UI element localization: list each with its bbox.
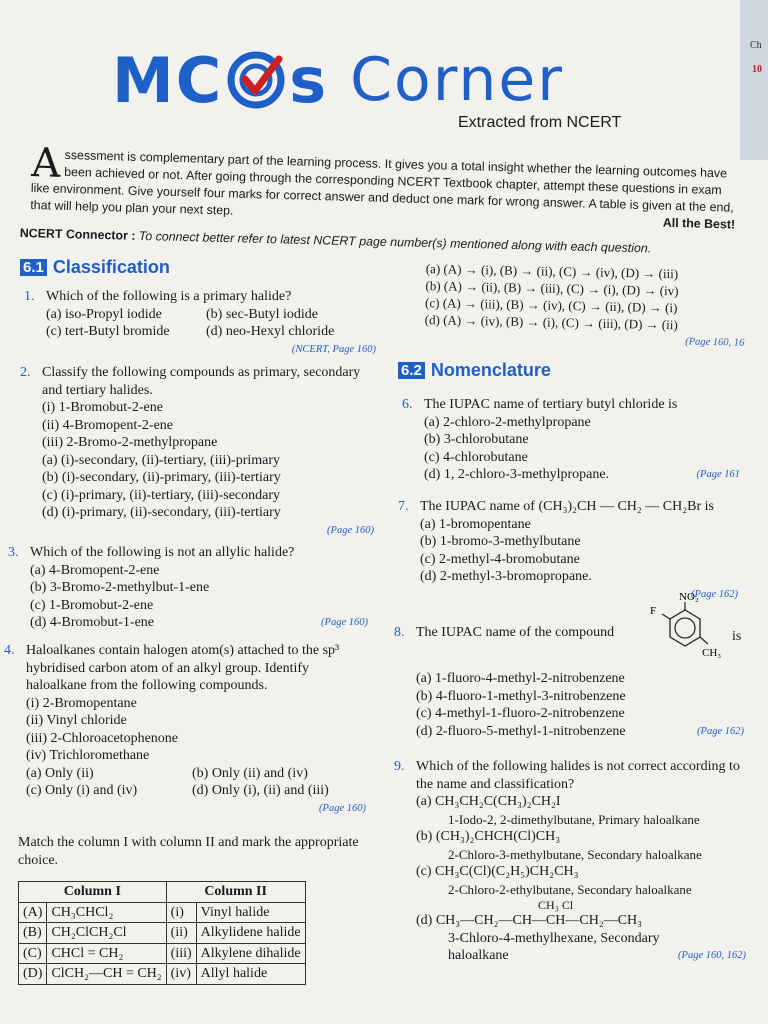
question-number: 6.	[402, 397, 413, 412]
row-formula: CHCl = CH₂	[47, 943, 166, 964]
section-title: Nomenclature	[430, 360, 551, 380]
question-text: The IUPAC name of the compound	[416, 625, 615, 640]
option-b: (b) 1-bromo-3-methylbutane	[420, 534, 581, 549]
drop-cap: A	[30, 140, 62, 187]
row-key: (D)	[19, 964, 47, 985]
fluoro-label: F	[650, 605, 657, 617]
row-formula: ClCH₂—CH = CH₂	[47, 964, 166, 985]
section-classification	[20, 257, 170, 278]
option-a: (a) 2-chloro-2-methylpropane	[424, 414, 591, 430]
intro-paragraph	[30, 140, 737, 234]
option-c: (c) 4-chlorobutane	[424, 449, 528, 465]
option-c: (c) (A) → (iii), (B) → (iv), (C) → (ii), (D) → (i)	[424, 294, 678, 316]
option-d: (d) 2-fluoro-5-methyl-1-nitrobenzene	[416, 723, 626, 739]
option-c: (c) 2-methyl-4-bromobutane	[420, 551, 580, 567]
question-number: 7.	[398, 499, 409, 514]
question-8-is: is	[732, 629, 742, 644]
column-header: Column I	[19, 882, 167, 903]
row-type: Alkylene dihalide	[196, 943, 305, 964]
row-ref: (i)	[166, 902, 196, 923]
connector-text: To connect better refer to latest NCERT page number(s) mentioned along with each question.	[138, 228, 652, 256]
question-number: 3.	[8, 545, 19, 560]
question-text: The IUPAC name of (CH₃)₂CH — CH₂ — CH₂Br is	[420, 499, 714, 514]
section-nomenclature	[398, 360, 551, 381]
question-number: 4.	[4, 643, 15, 658]
question-text: Which of the following halides is not correct according to the name and classification?	[416, 759, 740, 792]
page-ref: (Page 160)	[327, 524, 374, 536]
table-header-row	[19, 882, 306, 903]
question-4	[4, 642, 366, 817]
option-c: (c) 1-Bromobut-2-ene	[30, 597, 154, 613]
nitro-label: NO₂	[679, 591, 699, 603]
question-8-options	[416, 670, 744, 740]
option-d-class: haloalkane	[448, 948, 509, 963]
question-3	[8, 544, 368, 632]
item-i: (i) 1-Bromobut-2-ene	[42, 400, 163, 415]
option-d-name: 3-Chloro-4-methylhexane, Secondary	[448, 930, 660, 946]
option-a: (a) iso-Propyl iodide	[46, 306, 162, 322]
intro-text: ssessment is complementary part of the learning process. It gives you a total insight whether the learning outcomes have been achieved or not. After going through the corresponding NCERT Textbook chapter, attempt these questions in exam like environment. Give yourself four marks for correct answer and deduct one mark for wrong answer. A table is given at the end, that will help you plan your next step.	[30, 147, 734, 218]
section-title: Classification	[52, 257, 170, 277]
item-iii: (iii) 2-Chloroacetophenone	[26, 730, 179, 746]
page-ref: (Page 160)	[319, 802, 366, 814]
option-b: (b) Only (ii) and (iv)	[192, 765, 308, 781]
logo-mc: MC	[112, 43, 224, 117]
option-c: (c) tert-Butyl bromide	[46, 324, 170, 339]
option-b: (b) 3-chlorobutane	[424, 432, 529, 447]
option-b: (b) sec-Butyl iodide	[206, 306, 318, 322]
row-formula: CH₂ClCH₂Cl	[47, 923, 166, 944]
item-ii: (ii) 4-Bromopent-2-ene	[42, 417, 174, 433]
edge-label: Ch	[750, 40, 762, 51]
match-table	[18, 881, 306, 985]
option-b: (b) (CH₃)₂CHCH(Cl)CH₃	[416, 829, 561, 844]
tagline: Extracted from NCERT	[458, 114, 622, 131]
logo-s: s	[289, 43, 329, 117]
section-number: 6.2	[398, 362, 425, 379]
question-9	[394, 758, 746, 965]
target-check-icon	[225, 49, 287, 111]
option-a: (a) 1-bromopentane	[420, 516, 531, 532]
row-ref: (iv)	[166, 964, 196, 985]
option-c-name: 2-Chloro-2-ethylbutane, Secondary haloalkane	[448, 881, 692, 897]
row-key: (A)	[19, 902, 47, 923]
benzene-structure	[648, 591, 722, 664]
option-d-branches: CH₃ Cl	[538, 898, 574, 912]
question-7	[398, 498, 738, 603]
question-number: 1.	[24, 289, 35, 304]
page-ref: (Page 160)	[321, 617, 368, 628]
page-ref: (Page 161	[696, 469, 740, 480]
item-iii: (iii) 2-Bromo-2-methylpropane	[42, 435, 218, 450]
row-ref: (iii)	[166, 943, 196, 964]
page-ref: (Page 162)	[691, 588, 738, 600]
question-text: The IUPAC name of tertiary butyl chloride is	[424, 397, 678, 412]
table-row	[19, 902, 306, 923]
option-d: (d) neo-Hexyl chloride	[206, 324, 335, 339]
option-b: (b) (A) → (ii), (B) → (iii), (C) → (i), (D) → (iv)	[425, 277, 679, 299]
option-d: (d) 4-Bromobut-1-ene	[30, 615, 155, 630]
methyl-label: CH₃	[702, 647, 722, 659]
option-d: (d) 2-methyl-3-bromopropane.	[420, 569, 592, 584]
logo-corner: Corner	[350, 45, 564, 115]
page-ref: (Page 162)	[697, 725, 744, 737]
item-ii: (ii) Vinyl chloride	[26, 713, 127, 728]
section-number: 6.1	[20, 259, 47, 276]
option-a-name: 1-Iodo-2, 2-dimethylbutane, Primary haloalkane	[448, 811, 700, 827]
option-a: (a) 1-fluoro-4-methyl-2-nitrobenzene	[416, 671, 625, 686]
option-a: (a) (A) → (i), (B) → (ii), (C) → (iv), (D) → (iii)	[425, 260, 679, 282]
column-header: Column II	[166, 882, 305, 903]
row-type: Vinyl halide	[196, 902, 305, 923]
edge-number: 10	[752, 64, 762, 75]
row-type: Alkylidene halide	[196, 923, 305, 944]
option-d: (d) (A) → (iv), (B) → (i), (C) → (iii), (D) → (ii)	[424, 311, 678, 333]
option-a: (a) CH₃CH₂C(CH₃)₂CH₂I	[416, 794, 561, 809]
question-5-options	[424, 260, 746, 352]
option-c: (c) Only (i) and (iv)	[26, 783, 138, 798]
page-ref: (Page 160, 162)	[678, 950, 746, 961]
option-b: (b) 4-fluoro-1-methyl-3-nitrobenzene	[416, 688, 626, 704]
question-number: 8.	[394, 625, 405, 640]
page-ref: (NCERT, Page 160)	[291, 343, 376, 355]
question-text: Classify the following compounds as primary, secondary and tertiary halides.	[42, 365, 361, 398]
option-c: (c) 4-methyl-1-fluoro-2-nitrobenzene	[416, 706, 625, 721]
question-1	[24, 288, 376, 358]
intro-signoff: All the Best!	[662, 215, 736, 232]
question-2	[20, 364, 374, 539]
question-text: Which of the following is a primary halide?	[46, 289, 292, 304]
table-row	[19, 964, 306, 985]
question-text: Match the column I with column II and mark the appropriate choice.	[18, 835, 359, 868]
option-b: (b) 3-Bromo-2-methylbut-1-ene	[30, 580, 210, 595]
item-iv: (iv) Trichloromethane	[26, 748, 150, 763]
question-number: 2.	[20, 365, 31, 380]
row-key: (B)	[19, 923, 47, 944]
question-text: Haloalkanes contain halogen atom(s) attached to the sp³ hybridised carbon atom of an alkyl group. Identify haloalkane from the following compounds.	[26, 643, 340, 693]
question-text: Which of the following is not an allylic halide?	[30, 545, 295, 560]
logo	[112, 40, 564, 120]
item-i: (i) 2-Bromopentane	[26, 695, 137, 711]
option-d: (d) (i)-primary, (ii)-secondary, (iii)-tertiary	[42, 505, 281, 520]
question-6	[402, 396, 740, 484]
option-d: (d) Only (i), (ii) and (iii)	[192, 783, 329, 798]
next-page-edge	[740, 0, 768, 160]
option-a: (a) (i)-secondary, (ii)-tertiary, (iii)-primary	[42, 452, 281, 468]
page-ref: (Page 160, 16	[685, 336, 745, 349]
table-row	[19, 943, 306, 964]
option-a: (a) 4-Bromopent-2-ene	[30, 562, 160, 578]
row-key: (C)	[19, 943, 47, 964]
question-5	[18, 834, 364, 985]
option-b: (b) (i)-secondary, (ii)-primary, (iii)-tertiary	[42, 470, 281, 485]
option-d: (d) 1, 2-chloro-3-methylpropane.	[424, 467, 610, 482]
ncert-connector	[20, 226, 720, 257]
option-c: (c) (i)-primary, (ii)-tertiary, (iii)-secondary	[42, 487, 281, 503]
row-ref: (ii)	[166, 923, 196, 944]
option-c: (c) CH₃C(Cl)(C₂H₅)CH₂CH₃	[416, 864, 579, 879]
row-formula: CH₃CHCl₂	[47, 902, 166, 923]
question-number: 9.	[394, 759, 405, 774]
table-row	[19, 923, 306, 944]
option-b-name: 2-Chloro-3-methylbutane, Secondary haloalkane	[448, 846, 702, 862]
connector-label: NCERT Connector :	[19, 226, 136, 243]
row-type: Allyl halide	[196, 964, 305, 985]
option-d: (d) CH₃—CH₂—CH—CH—CH₂—CH₃	[416, 913, 643, 928]
option-a: (a) Only (ii)	[26, 765, 94, 781]
